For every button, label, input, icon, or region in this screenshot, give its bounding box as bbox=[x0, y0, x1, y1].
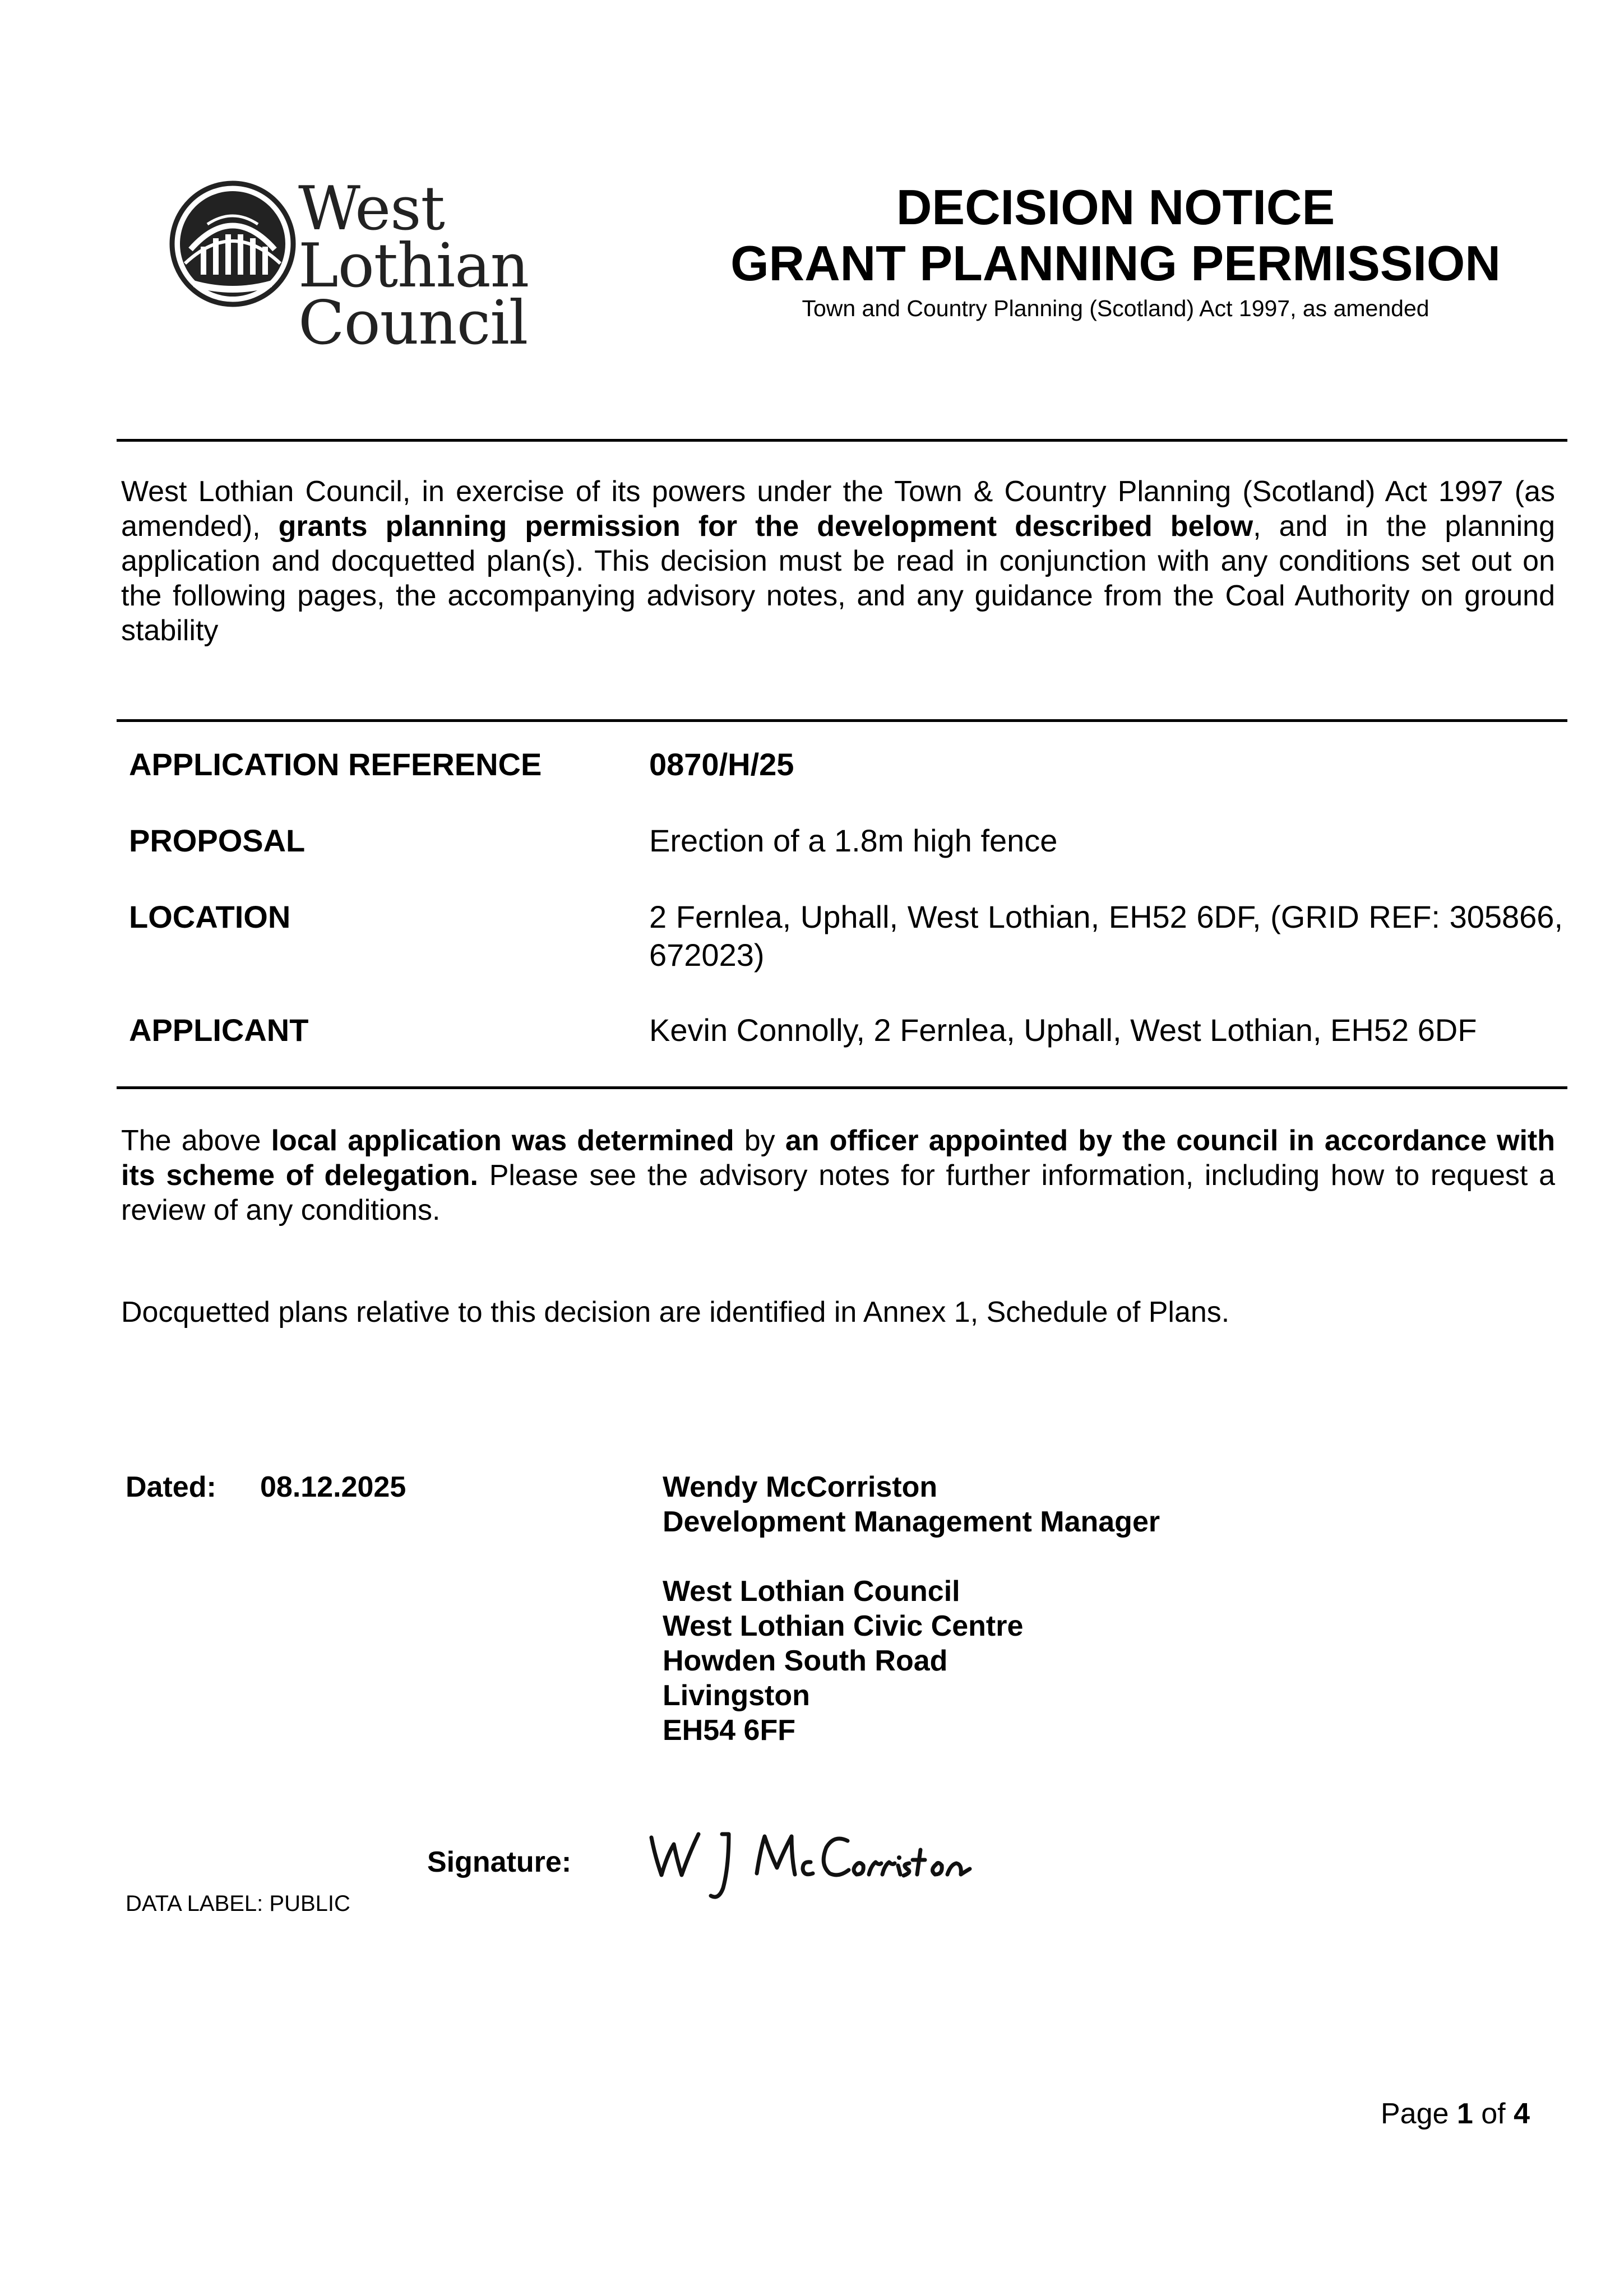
page-prefix: Page bbox=[1380, 2098, 1449, 2130]
intro-text-2: , and in the planning application and docquetted plan(s). This decision must be read in conjunction with any conditions set out on the following pages, the accompanying advisory notes, and any guidance from the Coal Authority on ground stability bbox=[121, 510, 1555, 647]
page-of: of bbox=[1481, 2098, 1506, 2130]
docquetted-plans-note: Docquetted plans relative to this decision are identified in Annex 1, Schedule of Plans. bbox=[121, 1296, 1230, 1328]
council-logo-text bbox=[298, 174, 628, 358]
dated-label: Dated: bbox=[126, 1471, 216, 1503]
council-crest-icon bbox=[168, 179, 297, 308]
council-logo bbox=[168, 174, 628, 358]
data-classification-label: DATA LABEL: PUBLIC bbox=[126, 1891, 350, 1916]
address-line: West Lothian Civic Centre bbox=[663, 1610, 1024, 1642]
determination-text-3: Please see the advisory notes for further information, including how to request a review of any conditions. bbox=[121, 1159, 1555, 1226]
address-line: EH54 6FF bbox=[663, 1714, 795, 1747]
reference-label: APPLICATION REFERENCE bbox=[129, 747, 542, 782]
location-value: 2 Fernlea, Uphall, West Lothian, EH52 6DF, (GRID REF: 305866, 672023) bbox=[649, 899, 1563, 973]
determination-paragraph bbox=[121, 1123, 1555, 1228]
intro-text-bold: grants planning permission for the development described below bbox=[278, 510, 1253, 543]
address-line: Livingston bbox=[663, 1679, 810, 1712]
applicant-value: Kevin Connolly, 2 Fernlea, Uphall, West Lothian, EH52 6DF bbox=[649, 1012, 1477, 1048]
divider bbox=[117, 439, 1567, 442]
act-reference: Town and Country Planning (Scotland) Act 1997, as amended bbox=[802, 295, 1429, 321]
determination-bold-1: local application was determined bbox=[271, 1124, 734, 1157]
officer-block bbox=[663, 1470, 1160, 1748]
notice-title: DECISION NOTICE bbox=[896, 179, 1335, 235]
determination-text-1: The above bbox=[121, 1124, 271, 1157]
page-total: 4 bbox=[1514, 2098, 1530, 2130]
divider bbox=[117, 719, 1567, 722]
determination-text-2: by bbox=[734, 1124, 785, 1157]
officer-title: Development Management Manager bbox=[663, 1506, 1160, 1538]
applicant-label: APPLICANT bbox=[129, 1012, 309, 1048]
proposal-value: Erection of a 1.8m high fence bbox=[649, 823, 1058, 858]
intro-text-1: West Lothian Council, in exercise of its powers under the Town & Country Planning (Scotland) Act 1997 (as amended), bbox=[121, 475, 1555, 543]
handwritten-signature bbox=[645, 1822, 1048, 1906]
page-current: 1 bbox=[1456, 2098, 1473, 2130]
dated-value: 08.12.2025 bbox=[260, 1471, 406, 1503]
divider bbox=[117, 1086, 1567, 1089]
proposal-label: PROPOSAL bbox=[129, 823, 306, 858]
logo-line-2: Council bbox=[298, 288, 528, 358]
intro-paragraph bbox=[121, 474, 1555, 648]
determination-bold-2: an officer appointed by the council in accordance with its scheme of delegation. bbox=[121, 1124, 1555, 1192]
notice-heading bbox=[690, 179, 1542, 324]
address-line: Howden South Road bbox=[663, 1645, 948, 1677]
page-number bbox=[1381, 2096, 1530, 2131]
logo-line-1: West Lothian bbox=[298, 174, 529, 301]
location-label: LOCATION bbox=[129, 899, 291, 934]
address-line: West Lothian Council bbox=[663, 1575, 960, 1608]
notice-subtitle: GRANT PLANNING PERMISSION bbox=[730, 235, 1501, 291]
reference-value: 0870/H/25 bbox=[649, 747, 794, 782]
signature-label: Signature: bbox=[427, 1846, 572, 1878]
officer-name: Wendy McCorriston bbox=[663, 1471, 938, 1503]
